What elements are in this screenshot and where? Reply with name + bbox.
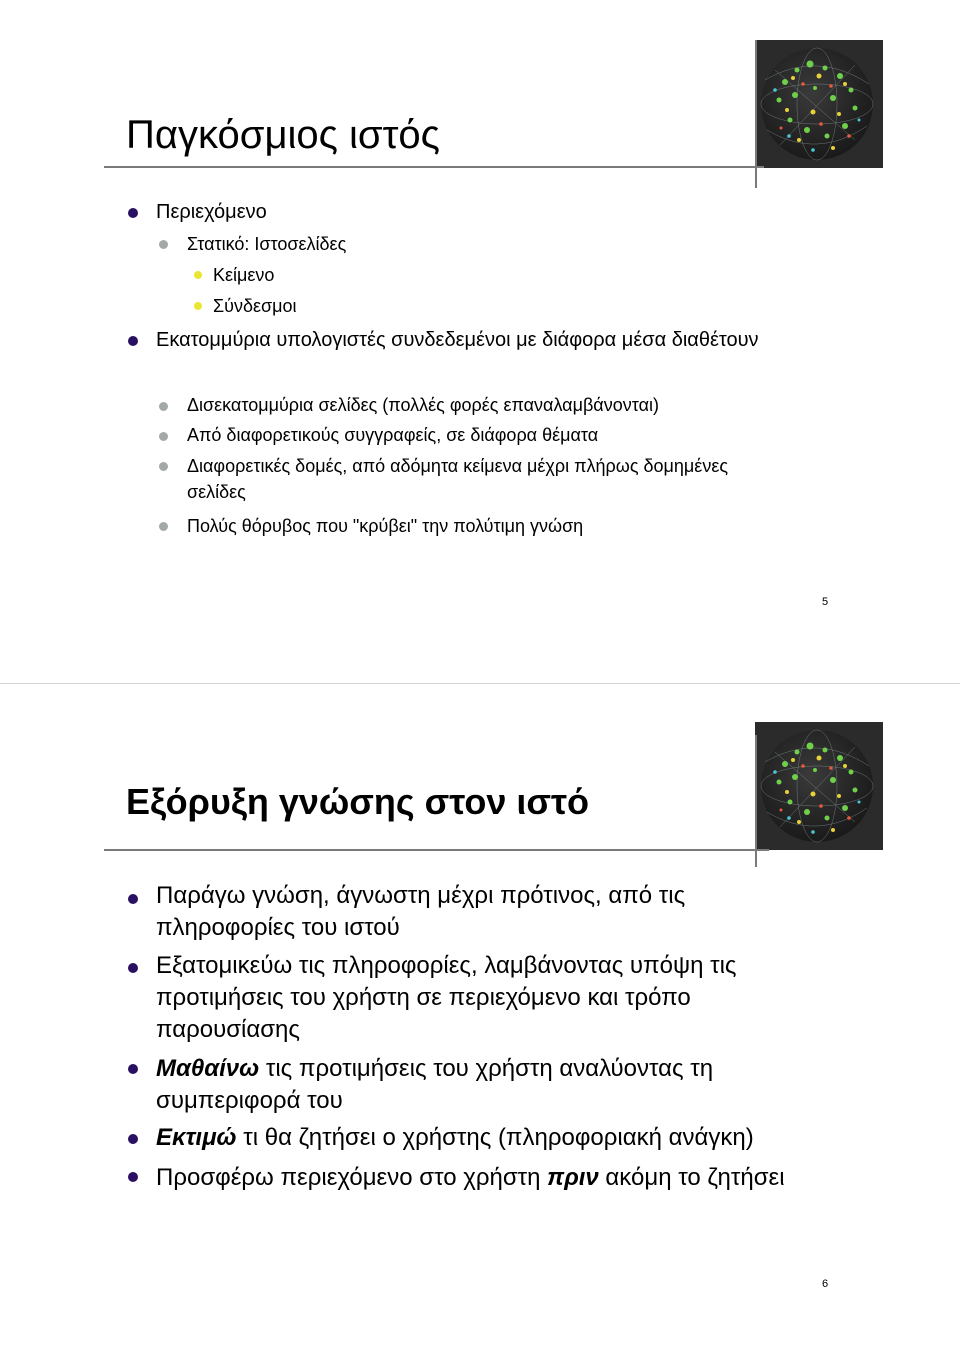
slide-title: Εξόρυξη γνώσης στον ιστό: [126, 781, 590, 822]
bullet-icon: [159, 432, 168, 441]
bullet-icon: [128, 894, 138, 904]
globe-network-image: [755, 722, 883, 850]
bullet-icon: [194, 302, 202, 310]
bullet-icon: [159, 522, 168, 531]
keyword-estimate: Εκτιμώ: [156, 1124, 237, 1151]
bullet-icon: [159, 402, 168, 411]
bullet-icon: [159, 240, 168, 249]
slide-5: Παγκόσμιος ιστός Περιεχόμενο Στατικό: Ιστοσελίδες Κείμενο Σύνδεσμοι Εκατομμύρια υπολογιστές συνδεδεμένοι με διάφορα μέσα διαθέτουν Δισεκατομμύρια σελίδες (πολλές φορές επαναλαμβάνονται) Από διαφορετικούς συγγραφείς, σε διάφορα θέματα Διαφορετικές δομές, από αδόμητα κείμενα μέχρι πλήρως δομημένες σελίδες Πολύς θόρυβος που "κρύβει" την πολύτιμη γνώση 5: [0, 0, 960, 683]
bullet-icon: [128, 1064, 138, 1074]
page-number: 6: [822, 1278, 829, 1290]
bullet-icon: [194, 271, 202, 279]
title-rule-horizontal: [104, 166, 764, 168]
slide-title: Παγκόσμιος ιστός: [126, 113, 440, 157]
globe-network-image: [755, 40, 883, 168]
bullet-icon: [128, 963, 138, 973]
keyword-learn: Μαθαίνω: [156, 1055, 260, 1082]
bullet-icon: [128, 1172, 138, 1182]
bullet-icon: [128, 1134, 138, 1144]
title-rule-horizontal: [104, 849, 769, 851]
keyword-before: πριν: [547, 1164, 599, 1191]
slide-6: Εξόρυξη γνώσης στον ιστό Παράγω γνώση, άγνωστη μέχρι πρότινος, από τις πληροφορίες του ιστού Εξατομικεύω τις πληροφορίες, λαμβάνοντας υπόψη τις προτιμήσεις του χρήστη σε περιεχόμενο και τρόπο παρουσίασης Μαθαίνω τις προτιμήσεις του χρήστη αναλύοντας τη συμπεριφορά του Εκτιμώ τι θα ζητήσει ο χρήστης (πληροφοριακή ανάγκη) Προσφέρω περιεχόμενο στο χρήστη πριν ακόμη το ζητήσει 6: [0, 683, 960, 1367]
bullet-icon: [128, 208, 138, 218]
title-rule-vertical: [755, 735, 757, 867]
bullet-icon: [159, 462, 168, 471]
bullet-icon: [128, 336, 138, 346]
page-number: 5: [822, 596, 829, 608]
